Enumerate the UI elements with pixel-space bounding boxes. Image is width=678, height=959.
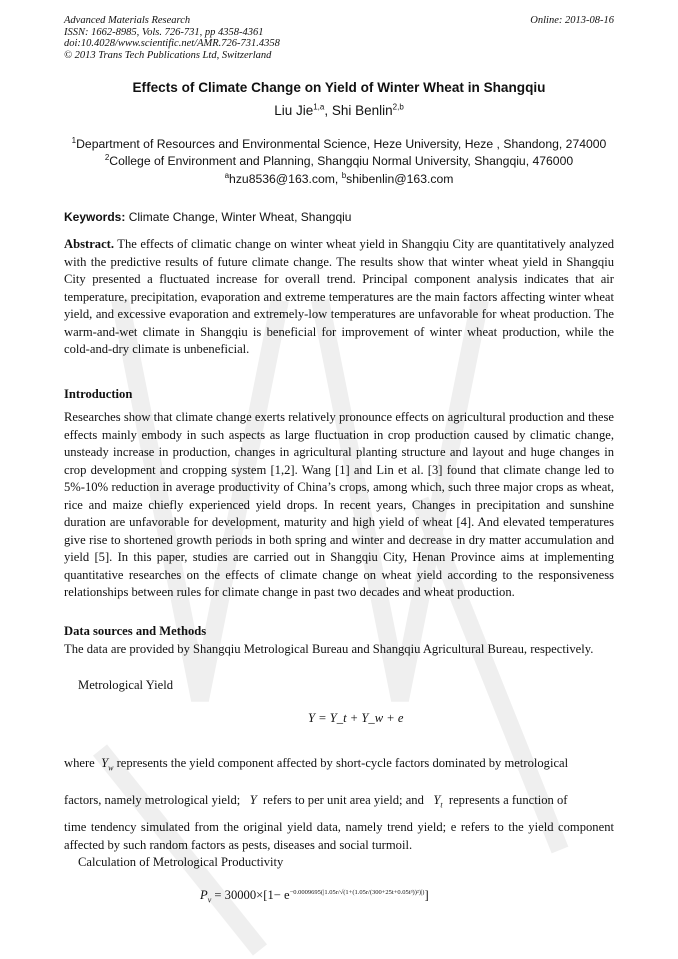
affiliation-2	[0, 154, 678, 168]
online-date: Online: 2013-08-16	[530, 15, 614, 26]
abstract-paragraph	[64, 236, 614, 359]
eq2-rhs: = 30000×[1− e	[211, 888, 290, 902]
where-line-2-b: refers to per unit area yield; and	[259, 793, 424, 807]
eq2-lhs: P	[200, 888, 208, 902]
paper-title: Effects of Climate Change on Yield of Winter Wheat in Shangqiu	[132, 80, 546, 95]
doi-line[interactable]: doi:10.4028/www.scientific.net/AMR.726-731.4358	[64, 38, 280, 49]
author-1: Liu Jie	[274, 103, 314, 118]
where-line-2-a: factors, namely metrological yield;	[64, 793, 241, 807]
where-word: where	[64, 756, 95, 770]
y-symbol: Y	[249, 793, 257, 807]
affiliation-1-text: Department of Resources and Environmental Science, Heze University, Heze , Shandong, 274000	[76, 137, 607, 151]
introduction-heading: Introduction	[64, 387, 133, 401]
email-b[interactable]: shibenlin@163.com	[346, 172, 454, 186]
keywords-line	[64, 210, 351, 224]
introduction-paragraph: Researches show that climate change exerts relatively pronounce effects on agricultural production and these effects mainly embody in such aspects as large fluctuation in crop production caused by climatic change, unsteady increase in production, changes in agricultural planting structure and layout and huge changes in crop development and cropping system [1,2]. Wang [1] and Lin et al. [3] found that climate change led to 5%-10% reduction in average productivity of China’s crops, among which, such three major crops as wheat, rice and maize chiefly experienced yield drops. In recent years, Changes in precipitation and sunshine duration are unfavorable for development, maturity and high yield of wheat [4]. And elevated temperatures give rise to shortened growth periods in both spring and winter and decrease in dry matter accumulation and yield [5]. In this paper, studies are carried out in Shangqiu City, Henan Province aims at implementing quantitative researches on the effects of climate change on wheat yield according to the responsiveness relationships between rules for climate change in past two decades and wheat production.	[64, 410, 614, 599]
yield-equation: Y = Y_t + Y_w + e	[308, 711, 404, 725]
where-line-1-text: represents the yield component affected by short-cycle factors dominated by metrological	[113, 756, 569, 770]
yt-symbol: Y	[433, 793, 441, 807]
affiliation-1	[0, 137, 678, 151]
abstract-label: Abstract.	[64, 237, 115, 251]
metrological-productivity-label: Calculation of Metrological Productivity	[78, 855, 284, 869]
author-separator: ,	[324, 103, 332, 118]
issn-line: ISSN: 1662-8985, Vols. 726-731, pp 4358-4361	[64, 26, 264, 38]
eq2-lhs-subscript: v	[207, 895, 212, 905]
affiliation-2-text: College of Environment and Planning, Shangqiu Normal University, Shangqiu, 476000	[109, 154, 574, 168]
where-line-1	[64, 755, 614, 777]
journal-header	[64, 15, 280, 61]
keywords-label: Keywords:	[64, 210, 126, 224]
where-line-2-c: represents a function of	[445, 793, 568, 807]
email-line	[0, 172, 678, 186]
metrological-yield-label: Metrological Yield	[78, 678, 174, 692]
author-2-sup: 2,b	[392, 102, 404, 112]
email-a[interactable]: hzu8536@163.com,	[229, 172, 342, 186]
yw-subscript: w	[108, 763, 114, 773]
author-1-sup: 1,a	[313, 102, 325, 112]
abstract-text: The effects of climatic change on winter wheat yield in Shangqiu City are quantitatively analyzed with the predictive results of future climate change. The results show that winter wheat yield in Shangqiu City presented a fluctuated increase for overall trend. Principal component analysis indicates that air temperature, precipitation, evaporation and extreme temperatures are the main factors affecting winter wheat yield, and excessive evaporation and extremely-low temperatures are unfavorable for wheat production. The warm-and-wet climate in Shangqiu is beneficial for improvement of winter wheat production, while the cold-and-dry climate is unbeneficial.	[64, 237, 614, 356]
productivity-equation	[200, 888, 429, 905]
yw-symbol: Y	[101, 756, 109, 770]
affiliation-1-sup: 1	[71, 135, 77, 145]
author-line	[0, 103, 678, 118]
data-sources-heading: Data sources and Methods	[64, 624, 207, 638]
journal-name: Advanced Materials Research	[64, 15, 191, 26]
where-line-2	[64, 792, 614, 814]
email-b-sup: b	[341, 170, 347, 180]
yt-subscript: t	[440, 800, 443, 810]
email-a-sup: a	[224, 170, 230, 180]
keywords-text: Climate Change, Winter Wheat, Shangqiu	[125, 210, 352, 224]
author-2: Shi Benlin	[331, 103, 393, 118]
eq2-exponent: −0.0009695(|1.05r/√(1+(1.05r/(300+25t+0.05t³))²)|)	[289, 888, 425, 896]
data-sources-paragraph: The data are provided by Shangqiu Metrological Bureau and Shangqiu Agricultural Bureau, respectively.	[64, 642, 594, 656]
affiliation-2-sup: 2	[104, 152, 110, 162]
copyright-line: © 2013 Trans Tech Publications Ltd, Switzerland	[64, 49, 272, 61]
where-line-3: time tendency simulated from the original yield data, namely trend yield; e refers to the yield component affected by such random factors as pests, diseases and social turmoil.	[64, 820, 614, 852]
eq2-close-bracket: ]	[424, 888, 429, 902]
